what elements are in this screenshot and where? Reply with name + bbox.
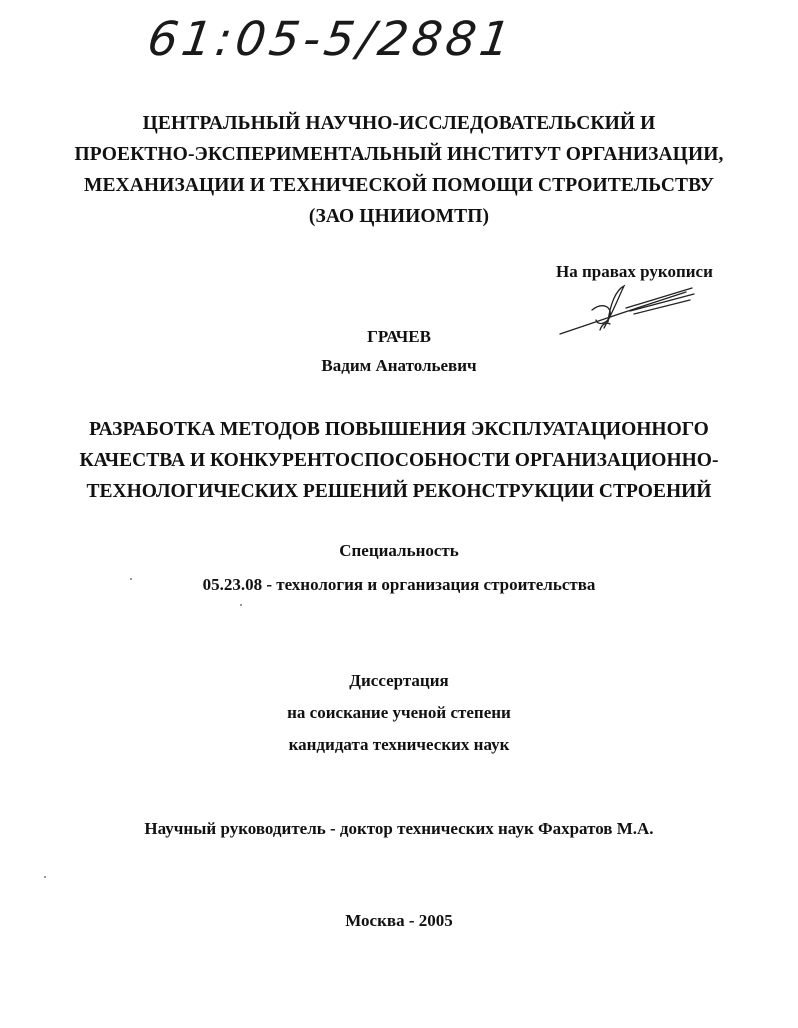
city-year: Москва - 2005 [345,911,453,930]
author-surname: ГРАЧЕВ [367,327,431,346]
institute-line-4: (ЗАО ЦНИИОМТП) [308,206,490,227]
dissertation-line-1: Диссертация [349,671,449,690]
manuscript-rights-notice: На правах рукописи [556,262,713,281]
dissertation-line-2: на соискание ученой степени [287,703,511,722]
dissertation-line-3: кандидата технических наук [288,735,510,754]
thesis-title [0,414,798,507]
institute-line-2: ПРОЕКТНО-ЭКСПЕРИМЕНТАЛЬНЫЙ ИНСТИТУТ ОРГАНИЗАЦИИ, [74,144,724,165]
dissertation-block [0,665,798,761]
scan-speck [130,578,132,580]
institute-line-1: ЦЕНТРАЛЬНЫЙ НАУЧНО-ИССЛЕДОВАТЕЛЬСКИЙ И [142,113,656,134]
scan-speck [44,876,46,878]
specialty-label: Специальность [339,541,459,560]
author-name: Вадим Анатольевич [321,356,477,375]
thesis-title-line-2: КАЧЕСТВА И КОНКУРЕНТОСПОСОБНОСТИ ОРГАНИЗАЦИОННО- [79,450,719,471]
institute-line-3: МЕХАНИЗАЦИИ И ТЕХНИЧЕСКОЙ ПОМОЩИ СТРОИТЕЛЬСТВУ [83,175,715,196]
institute-header [0,108,798,232]
thesis-title-line-1: РАЗРАБОТКА МЕТОДОВ ПОВЫШЕНИЯ ЭКСПЛУАТАЦИОННОГО [89,419,709,440]
scientific-advisor: Научный руководитель - доктор технических наук Фахратов М.А. [144,819,654,838]
thesis-title-line-3: ТЕХНОЛОГИЧЕСКИХ РЕШЕНИЙ РЕКОНСТРУКЦИИ СТРОЕНИЙ [86,481,712,502]
handwritten-archive-number: 61:05-5/2881 [144,12,518,67]
scan-speck [240,604,242,606]
specialty-value: 05.23.08 - технология и организация строительства [202,575,596,594]
